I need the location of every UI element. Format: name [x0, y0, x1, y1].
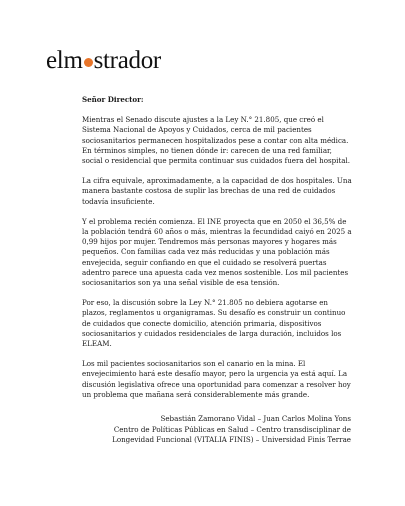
paragraph-2: La cifra equivale, aproximadamente, a la capacidad de dos hospitales. Una manera bastante costosa de suplir las brechas de una red de cuidados todavía insuficiente. [82, 176, 352, 206]
logo-text-suffix: strador [93, 46, 161, 74]
salutation: Señor Director: [82, 95, 144, 104]
paragraph-3: Y el problema recién comienza. El INE proyecta que en 2050 el 36,5% de la población tendrá 60 años o más, mientras la fecundidad caiyó en 2025 a 0,99 hijos por mujer. Tendremos más personas mayores y hogares más pequeños. Con familias cada vez más reducidas y una población más envejecida, seguir confiando en que el cuidado se resolverá puertas adentro parece una apuesta cada vez menos sostenible. Los mil pacientes sociosanitarios son ya una señal visible de esa tensión. [82, 216, 352, 288]
signature-authors: Sebastián Zamorano Vidal – Juan Carlos Molina Yons [160, 414, 351, 423]
el-mostrador-logo [46, 46, 161, 74]
paragraph-5: Los mil pacientes sociosanitarios son el canario en la mina. El envejecimiento hará este desafío mayor, pero la urgencia ya está aquí. La discusión legislativa ofrece una oportunidad para comenzar a resolver hoy un problema que mañana será considerablemente más grande. [82, 359, 351, 399]
signature-block [91, 414, 351, 446]
paragraph-4: Por eso, la discusión sobre la Ley N.° 21.805 no debiera agotarse en plazos, reglamentos u organigramas. Su desafío es construir un continuo de cuidados que conecte domicilio, atención primaria, dispositivos sociosanitarios y cuidados residenciales de larga duración, incluidos los ELEAM. [82, 298, 346, 349]
paragraph-1: Mientras el Senado discute ajustes a la Ley N.° 21.805, que creó el Sistema Nacional de Apoyos y Cuidados, cerca de mil pacientes sociosanitarios permanecen hospitalizados pese a contar con alta médica. En términos simples, no tienen dónde ir: carecen de una red familiar, social o residencial que permita continuar sus cuidados fuera del hospital. [82, 115, 351, 166]
signature-affiliation-1: Centro de Políticas Públicas en Salud – Centro transdisciplinar de [113, 424, 351, 434]
logo-text-prefix: elm [46, 46, 83, 74]
signature-affiliation-2: Longevidad Funcional (VITALIA FINIS) – Universidad Finis Terrae [112, 435, 351, 444]
letter-body [82, 95, 352, 410]
logo-dot-icon [84, 58, 93, 67]
